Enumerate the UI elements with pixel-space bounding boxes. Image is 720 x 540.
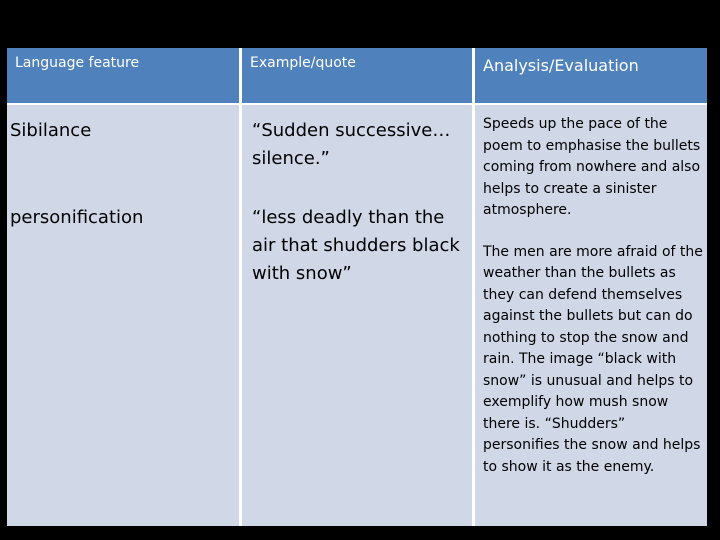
feature-sibilance: Sibilance (10, 120, 92, 141)
quote-personification: “less deadly than the air that shudders black with snow” (252, 207, 460, 284)
header-language-feature: Language feature (7, 48, 239, 103)
analysis-personification: The men are more afraid of the weather than the bullets as they can defend themselves against the bullets but can do nothing to stop the snow and rain. The image “black with snow” is unusual and helps to exemplify how mush snow there is. “Shudders” personifies the snow and helps to show it as the enemy. (483, 243, 703, 475)
analysis-table (7, 48, 707, 526)
feature-column (7, 105, 239, 526)
header-analysis-evaluation: Analysis/Evaluation (475, 48, 707, 103)
header-example-quote: Example/quote (242, 48, 472, 103)
quote-column (242, 105, 472, 526)
analysis-sibilance: Speeds up the pace of the poem to emphasise the bullets coming from nowhere and also helps to create a sinister atmosphere. (483, 116, 701, 218)
quote-sibilance: “Sudden successive…silence.” (252, 120, 451, 169)
analysis-column (475, 105, 707, 526)
feature-personification: personification (10, 207, 144, 228)
